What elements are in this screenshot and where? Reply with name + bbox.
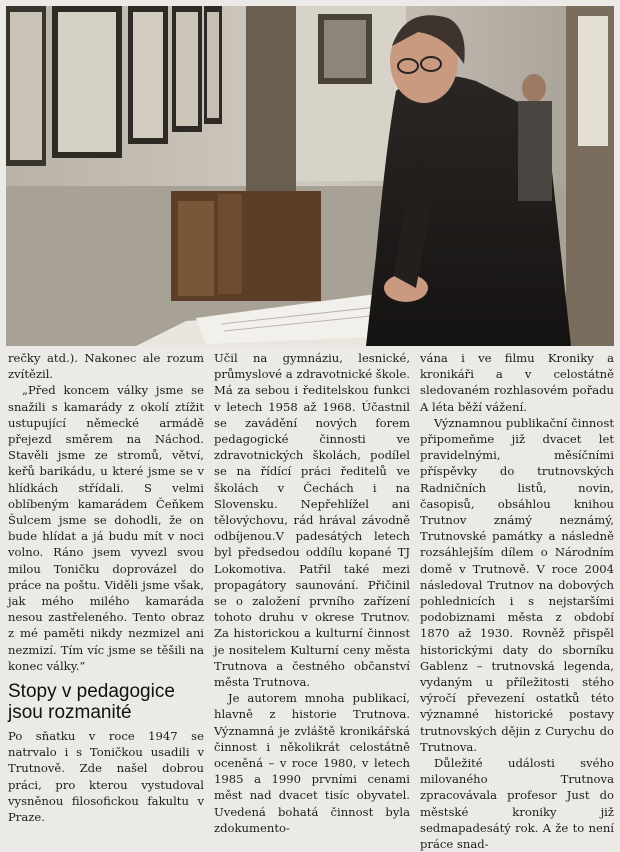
paragraph: Důležité události svého milovaného Trutnova zpracovávala profesor Just do městské kroniky již sedmapadesátý rok. A že to není práce snad- xyxy=(420,756,614,852)
column-2 xyxy=(214,350,410,836)
paragraph: Po sňatku v roce 1947 se natrvalo i s Toničkou usadili v Trutnově. Zde našel dobrou práci, pro kterou vystudoval vysněnou filosofickou fakultu v Praze. xyxy=(8,729,204,825)
paragraph: „Před koncem války jsme se snažili s kamarády z okolí ztížit ustupující německé armádě přejezd směrem na Náchod. Stavěli jsme ze stromů, větví, keřů barikádu, u které jsme se v hlídkách střídali. S velmi oblíbeným kamarádem Čeňkem Šulcem jsme se dohodli, že on bude hlídat a já budu mít v noci volno. Ráno jsem vyvezl svou milou Toničku doprovázel do práce na poštu. Viděli jsme však, jak mého milého kamaráda nesou zastřeleného. Tento obraz z mé paměti nikdy nezmizel ani nezmizí. Tím víc jsme se těšili na konec války.“ xyxy=(8,383,204,673)
paragraph: Významnou publikační činnost připomeňme již dvacet let pravidelnými, měsíčními příspěvky do trutnovských Radničních listů, novin, časopisů, obsáhlou knihou Trutnov známý neznámý, Trutnovské památky a následně rozsáhlejším dílem o Národním domě v Trutnově. V roce 2004 následoval Trutnov na dobových pohlednicích i s nejstaršími podobiznami města z období 1870 až 1930. Rovněž přispěl historickými daty do sborníku Gablenz – trutnovská legenda, vydaným u příležitosti stého výročí převezení ostatků této významné historické postavy trutnovských dějin z Curychu do Trutnova. xyxy=(420,415,614,754)
man-reading-documents-photo xyxy=(6,6,614,346)
article-photo xyxy=(6,6,614,346)
section-heading: Stopy v pedagogice jsou rozmanité xyxy=(8,681,175,724)
column-1 xyxy=(8,350,204,825)
paragraph: vána i ve filmu Kroniky a kronikáři a v celostátně sledovaném rozhlasovém pořadu A léta běží vážení. xyxy=(420,351,614,414)
paragraph: rečky atd.). Nakonec ale rozum zvítězil. xyxy=(8,351,204,382)
paragraph: Je autorem mnoha publikací, hlavně z historie Trutnova. Významná je zvláště kronikářská činnost i několikrát celostátně oceněná – v roce 1980, v letech 1985 a 1990 prvními cenami měst nad dvacet tisíc obyvatel. Uvedená bohatá činnost byla zdokumento- xyxy=(214,691,410,835)
column-3 xyxy=(420,350,614,852)
paragraph: Učil na gymnáziu, lesnické, průmyslové a zdravotnické škole. Má za sebou i ředitelskou funkci v letech 1958 až 1968. Účastnil se zavádění nových forem pedagogické činnosti ve zdravotnických školách, podílel se na řídící práci ředitelů ve školách v Čechách i na Slovensku. Nepřehlížel ani tělovýchovu, rád hrával závodně odbíjenou.V padesátých letech byl předsedou oddílu kopané TJ Lokomotiva. Patřil také mezi propagátory saunování. Přičinil se o založení prvního zařízení tohoto druhu v okrese Trutnov. Za historickou a kulturní činnost je nositelem Kulturní ceny města Trutnova a čestného občanství města Trutnova. xyxy=(214,351,410,690)
